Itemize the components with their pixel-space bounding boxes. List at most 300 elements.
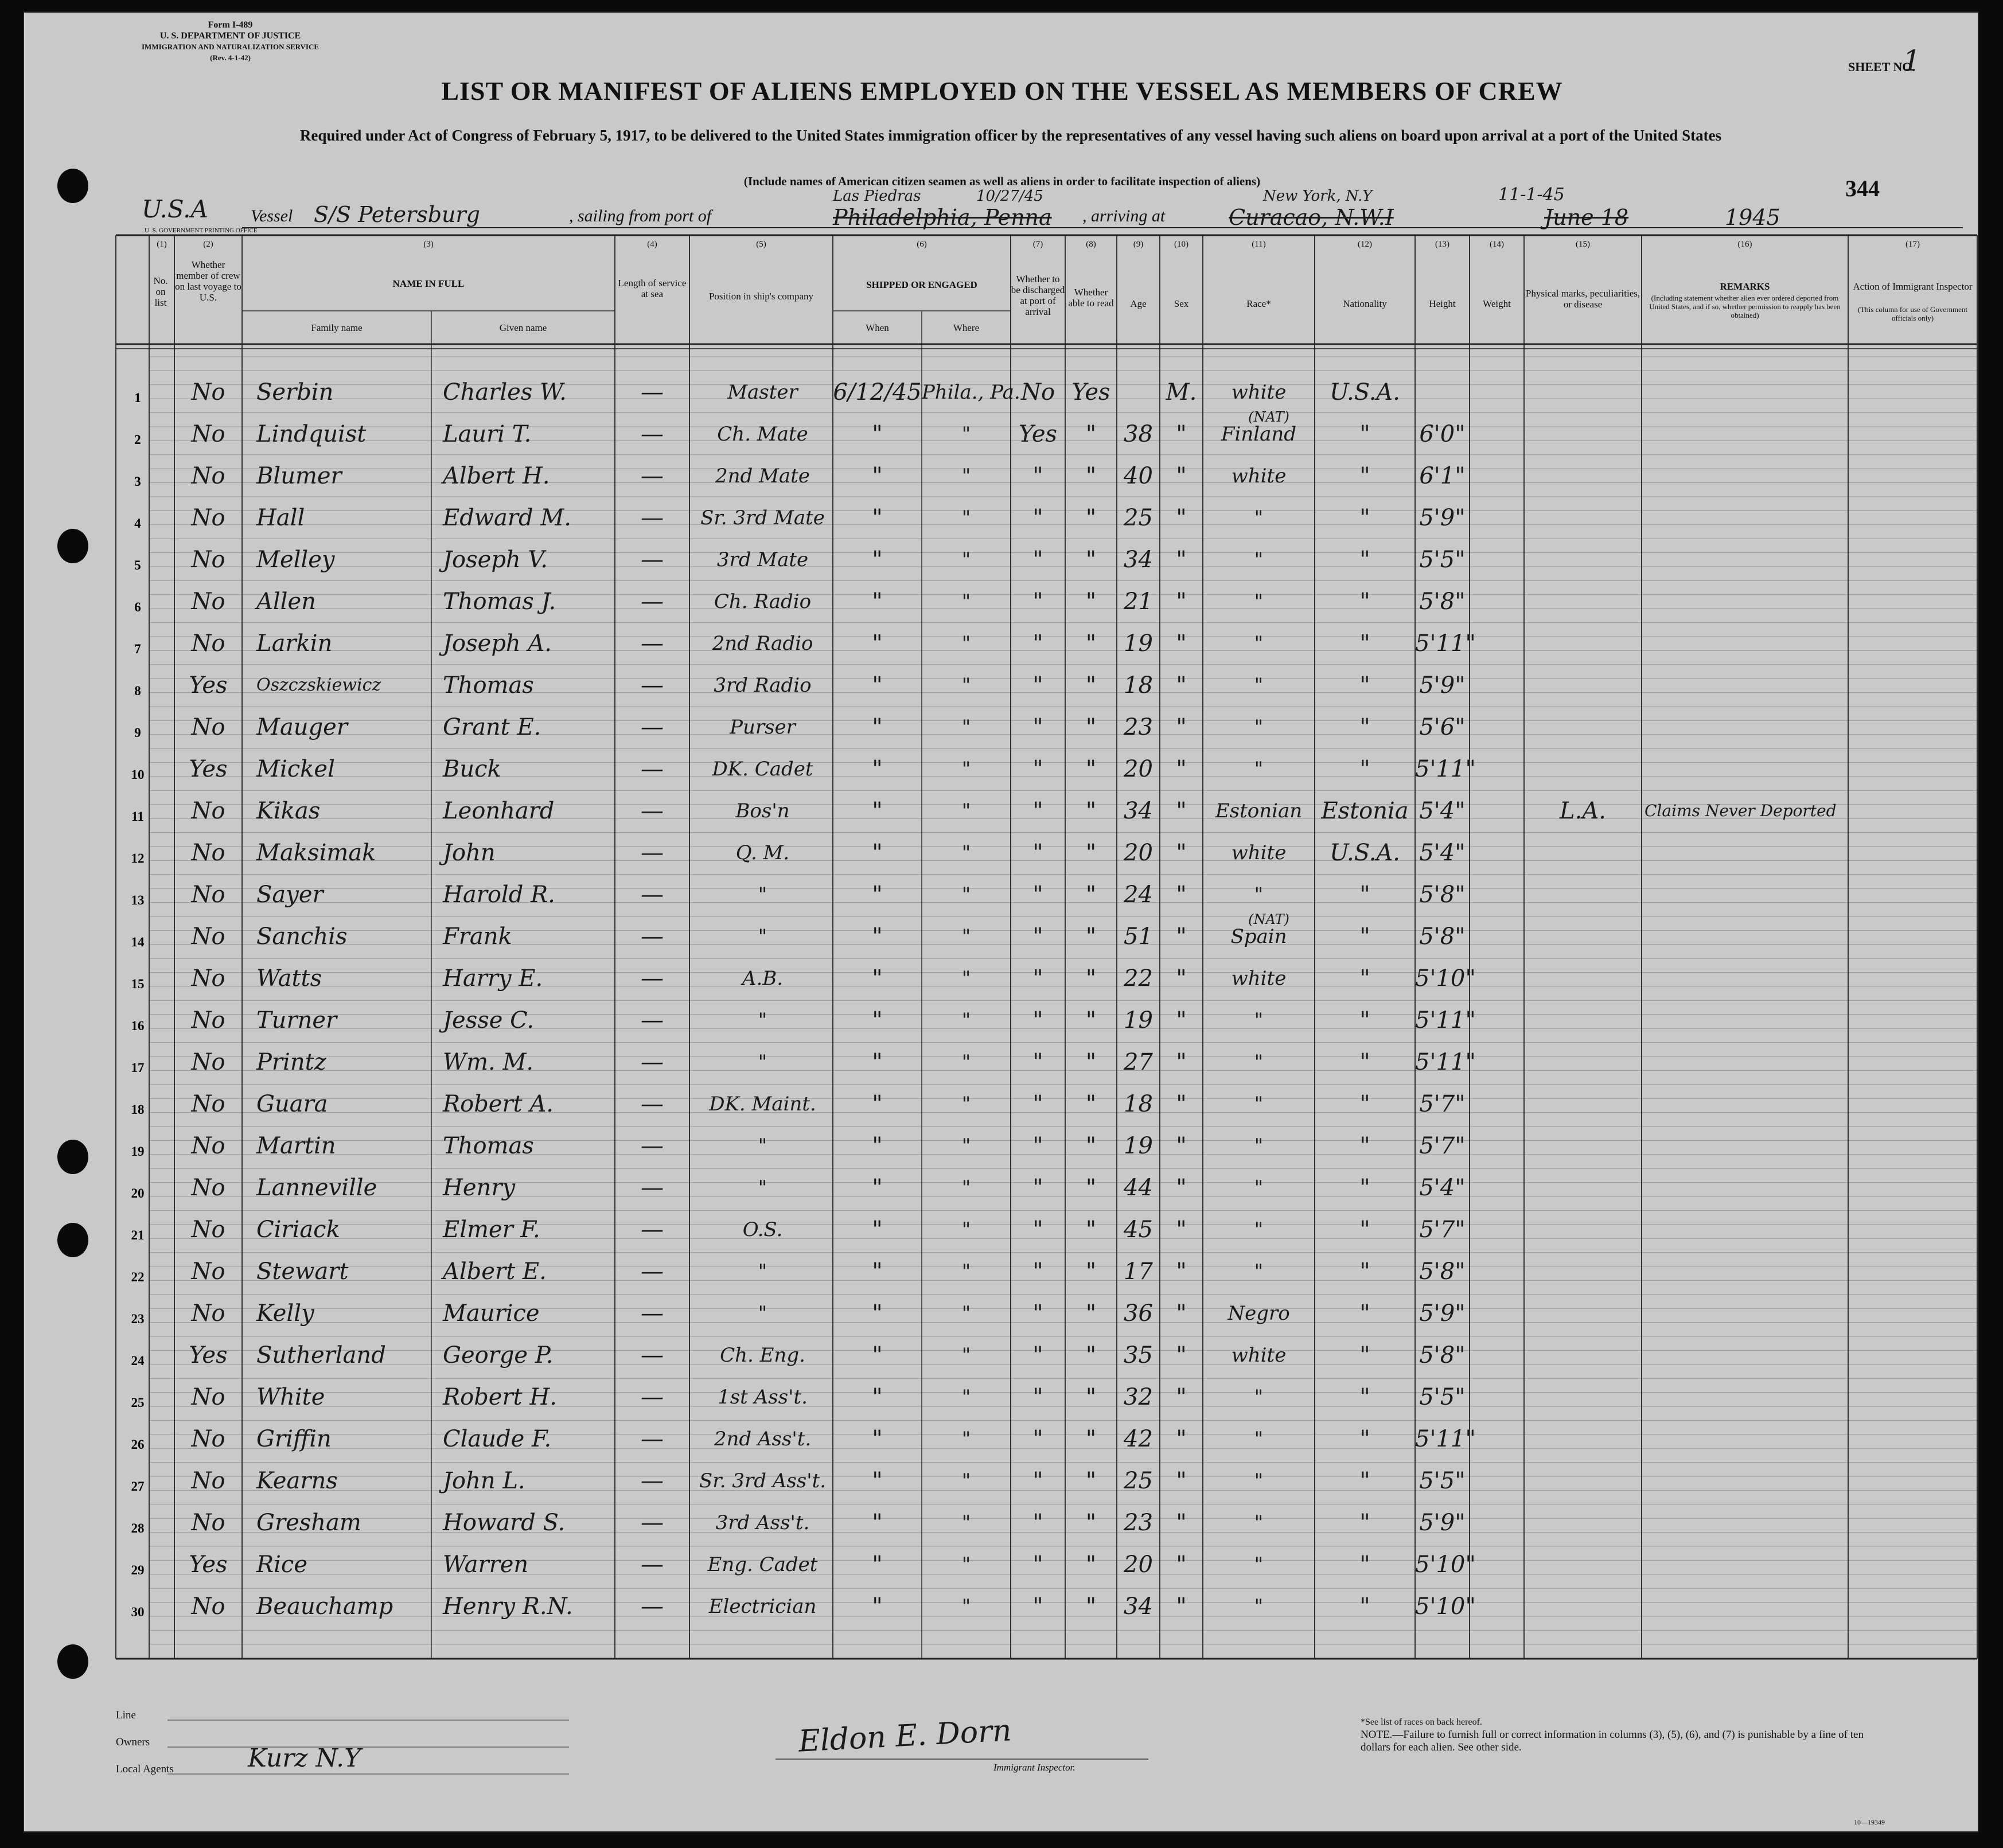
shipped-when-cell: "	[872, 588, 883, 615]
given-name-cell: Warren	[443, 1551, 529, 1578]
last-voyage-cell: Yes	[189, 1551, 228, 1578]
age-cell: 34	[1124, 1593, 1153, 1620]
shipped-when-cell: "	[872, 1593, 883, 1620]
discharged-cell: "	[1032, 882, 1043, 908]
margin-note: U.S.A	[142, 195, 208, 223]
family-name-cell: White	[256, 1384, 325, 1410]
race-cell: "	[1254, 1386, 1264, 1409]
row-number: 16	[131, 1019, 145, 1033]
discharged-cell: "	[1032, 588, 1043, 615]
service-length-cell: —	[641, 840, 664, 866]
header-given-name: Given name	[499, 322, 547, 333]
row-number: 5	[134, 558, 141, 572]
race-cell: "	[1254, 590, 1264, 613]
position-cell: Sr. 3rd Mate	[700, 506, 825, 529]
nationality-cell: "	[1359, 1091, 1370, 1117]
shipped-where-cell: "	[961, 1260, 971, 1283]
race-cell: Finland	[1221, 423, 1297, 446]
able-to-read-cell: "	[1085, 1049, 1097, 1075]
row-number: 22	[131, 1270, 145, 1284]
sex-cell: "	[1176, 714, 1187, 740]
sex-cell: "	[1176, 1258, 1187, 1285]
nationality-cell: "	[1359, 1049, 1370, 1075]
shipped-where-cell: "	[961, 423, 971, 446]
agents-value: Kurz N.Y	[248, 1744, 361, 1773]
discharged-cell: "	[1032, 547, 1043, 573]
sex-cell: "	[1176, 588, 1187, 615]
discharged-cell: "	[1032, 1258, 1043, 1285]
shipped-when-cell: "	[872, 1175, 883, 1201]
family-name-cell: Kelly	[256, 1300, 314, 1327]
height-cell: 5'11"	[1415, 1426, 1476, 1452]
given-name-cell: Leonhard	[443, 798, 555, 824]
last-voyage-cell: No	[191, 965, 225, 992]
sex-cell: "	[1176, 1426, 1187, 1452]
family-name-cell: Watts	[256, 965, 322, 992]
sailing-label: , sailing from port of	[569, 206, 712, 225]
able-to-read-cell: "	[1085, 965, 1097, 992]
position-cell: O.S.	[742, 1218, 783, 1241]
header-no-on-list: No. on list	[153, 275, 168, 308]
able-to-read-cell: "	[1085, 1593, 1097, 1620]
header-name-in-full: NAME IN FULL	[392, 278, 465, 289]
header-weight: Weight	[1483, 298, 1511, 309]
discharged-cell: "	[1032, 1175, 1043, 1201]
given-name-cell: Lauri T.	[443, 421, 532, 447]
position-cell: 1st Ass't.	[718, 1386, 808, 1409]
given-name-cell: Thomas J.	[443, 588, 556, 615]
service-length-cell: —	[641, 463, 664, 489]
able-to-read-cell: "	[1085, 923, 1097, 950]
last-voyage-cell: No	[191, 1049, 225, 1075]
last-voyage-cell: No	[191, 1175, 225, 1201]
row-number: 28	[131, 1521, 145, 1535]
discharged-cell: "	[1032, 1342, 1043, 1369]
able-to-read-cell: "	[1085, 588, 1097, 615]
column-number: (9)	[1133, 240, 1144, 249]
row-number: 19	[131, 1144, 145, 1159]
row-number: 12	[131, 851, 145, 865]
nationality-cell: "	[1359, 1468, 1370, 1494]
header-shipped-engaged: SHIPPED OR ENGAGED	[866, 279, 977, 290]
age-cell: 22	[1124, 965, 1153, 992]
last-voyage-cell: Yes	[189, 672, 228, 699]
shipped-when-cell: "	[872, 923, 883, 950]
position-cell: Ch. Radio	[714, 590, 812, 613]
given-name-cell: George P.	[443, 1342, 554, 1369]
column-number: (11)	[1252, 240, 1266, 249]
age-cell: 19	[1124, 1007, 1153, 1034]
nationality-cell: "	[1359, 1426, 1370, 1452]
service-length-cell: —	[641, 923, 664, 950]
shipped-where-cell: "	[961, 1134, 971, 1157]
header-remarks: REMARKS	[1720, 281, 1770, 292]
family-name-cell: Mauger	[256, 714, 348, 740]
height-cell: 5'5"	[1419, 1468, 1466, 1494]
race-cell: white	[1231, 1344, 1287, 1367]
sex-cell: M.	[1166, 379, 1197, 406]
shipped-where-cell: "	[961, 674, 971, 697]
last-voyage-cell: No	[191, 547, 225, 573]
position-cell: Electrician	[708, 1595, 817, 1618]
nationality-cell: "	[1359, 547, 1370, 573]
column-number: (3)	[423, 240, 434, 249]
given-name-cell: Claude F.	[443, 1426, 552, 1452]
row-number: 6	[134, 600, 141, 614]
given-name-cell: Robert H.	[443, 1384, 557, 1410]
family-name-cell: Turner	[256, 1007, 337, 1034]
row-number: 10	[131, 767, 145, 782]
given-name-cell: John L.	[443, 1468, 525, 1494]
race-cell: "	[1254, 506, 1264, 529]
nationality-cell: Estonia	[1321, 798, 1409, 824]
row-number: 14	[131, 935, 145, 949]
age-cell: 32	[1124, 1384, 1153, 1410]
nationality-cell: "	[1359, 1007, 1370, 1034]
family-name-cell: Sanchis	[256, 923, 348, 950]
vessel-name: S/S Petersburg	[314, 202, 481, 227]
given-name-cell: Henry	[443, 1175, 516, 1201]
row-number: 1	[134, 391, 141, 405]
page-number: 344	[1845, 176, 1880, 201]
height-cell: 5'4"	[1419, 798, 1466, 824]
age-cell: 25	[1124, 505, 1153, 531]
height-cell: 5'5"	[1419, 547, 1466, 573]
given-name-cell: Harold R.	[443, 882, 555, 908]
shipped-when-cell: "	[872, 1049, 883, 1075]
race-cell: "	[1254, 758, 1264, 781]
height-cell: 5'4"	[1419, 1175, 1466, 1201]
footer-notes	[1361, 1716, 1877, 1754]
owners-label: Owners	[116, 1736, 150, 1748]
service-length-cell: —	[641, 1384, 664, 1410]
age-cell: 19	[1124, 630, 1153, 657]
last-voyage-cell: No	[191, 630, 225, 657]
vessel-label: Vessel	[251, 206, 293, 225]
discharged-cell: "	[1032, 1384, 1043, 1410]
height-cell: 5'8"	[1419, 1342, 1466, 1369]
column-number: (7)	[1032, 240, 1043, 249]
discharged-cell: "	[1032, 1426, 1043, 1452]
nationality-cell: U.S.A.	[1329, 840, 1401, 866]
service-length-cell: —	[641, 1468, 664, 1494]
service-length-cell: —	[641, 547, 664, 573]
column-number: (4)	[647, 240, 657, 249]
nationality-cell: "	[1359, 882, 1370, 908]
age-cell: 18	[1124, 672, 1153, 699]
age-cell: 20	[1124, 1551, 1153, 1578]
sex-cell: "	[1176, 840, 1187, 866]
nationality-cell: "	[1359, 1175, 1370, 1201]
position-cell: Sr. 3rd Ass't.	[699, 1469, 827, 1492]
service-length-cell: —	[641, 505, 664, 531]
family-name-cell: Rice	[256, 1551, 307, 1578]
height-cell: 5'11"	[1415, 630, 1476, 657]
able-to-read-cell: "	[1085, 1300, 1097, 1327]
nationality-cell: U.S.A.	[1329, 379, 1401, 406]
form-number: Form I-489	[208, 20, 253, 30]
height-cell: 5'7"	[1419, 1133, 1466, 1159]
sex-cell: "	[1176, 1007, 1187, 1034]
race-cell: "	[1254, 1134, 1264, 1157]
last-voyage-cell: No	[191, 923, 225, 950]
able-to-read-cell: "	[1085, 1217, 1097, 1243]
height-cell: 5'7"	[1419, 1217, 1466, 1243]
age-cell: 40	[1124, 463, 1153, 489]
family-name-cell: Martin	[256, 1133, 336, 1159]
race-cell: white	[1231, 381, 1287, 404]
nationality-cell: "	[1359, 588, 1370, 615]
family-name-cell: Lanneville	[256, 1175, 377, 1201]
service-length-cell: —	[641, 714, 664, 740]
given-name-cell: Thomas	[443, 672, 534, 699]
shipped-when-cell: "	[872, 1468, 883, 1494]
height-cell: 5'10"	[1415, 1593, 1476, 1620]
service-length-cell: —	[641, 1175, 664, 1201]
position-cell: "	[758, 1134, 767, 1157]
given-name-cell: Joseph V.	[443, 547, 548, 573]
race-cell: white	[1231, 841, 1287, 864]
given-name-cell: Jesse C.	[443, 1007, 535, 1034]
arrival-date: June 18	[1544, 205, 1629, 230]
race-cell: white	[1231, 967, 1287, 990]
row-number: 9	[134, 726, 141, 740]
able-to-read-cell: "	[1085, 1175, 1097, 1201]
last-voyage-cell: No	[191, 1593, 225, 1620]
given-name-cell: Harry E.	[443, 965, 543, 992]
last-voyage-cell: No	[191, 379, 225, 406]
race-cell: "	[1254, 1553, 1264, 1576]
shipped-where-cell: Phila., Pa.	[922, 381, 1020, 404]
position-cell: Master	[727, 381, 798, 404]
family-name-cell: Melley	[256, 547, 335, 573]
sex-cell: "	[1176, 1217, 1187, 1243]
family-name-cell: Larkin	[256, 630, 333, 657]
shipped-when-cell: "	[872, 672, 883, 699]
header-when: When	[866, 322, 889, 333]
shipped-where-cell: "	[961, 465, 971, 488]
column-number: (2)	[203, 240, 213, 249]
height-cell: 5'8"	[1419, 1258, 1466, 1285]
row-number: 17	[131, 1061, 145, 1075]
header-physical-marks: Physical marks, peculiarities, or disease	[1525, 288, 1640, 310]
able-to-read-cell: "	[1085, 1384, 1097, 1410]
column-number: (1)	[157, 240, 167, 249]
sex-cell: "	[1176, 630, 1187, 657]
shipped-when-cell: "	[872, 1342, 883, 1369]
arrival-date-correction: 11-1-45	[1498, 185, 1565, 205]
service-length-cell: —	[641, 965, 664, 992]
given-name-cell: Charles W.	[443, 379, 567, 406]
race-cell: "	[1254, 1469, 1264, 1492]
header-discharged: Whether to be discharged at port of arrival	[1011, 274, 1065, 317]
last-voyage-cell: No	[191, 1510, 225, 1536]
last-voyage-cell: No	[191, 1217, 225, 1243]
last-voyage-cell: No	[191, 1091, 225, 1117]
last-voyage-cell: No	[191, 1384, 225, 1410]
shipped-when-cell: "	[872, 505, 883, 531]
header-position: Position in ship's company	[708, 291, 814, 302]
page-title: LIST OR MANIFEST OF ALIENS EMPLOYED ON THE VESSEL AS MEMBERS OF CREW	[441, 76, 1563, 106]
age-cell: 20	[1124, 756, 1153, 782]
shipped-where-cell: "	[961, 716, 971, 739]
race-cell: "	[1254, 1009, 1264, 1032]
page-subtitle: Required under Act of Congress of February 5, 1917, to be delivered to the United States immigration officer by the representatives of any vessel having such aliens on board upon arrival at a port of the United States	[299, 127, 1722, 144]
shipped-where-cell: "	[961, 1511, 971, 1534]
given-name-cell: Frank	[443, 923, 512, 950]
height-cell: 5'11"	[1415, 1007, 1476, 1034]
position-cell: "	[758, 1051, 767, 1074]
race-cell: Estonian	[1215, 800, 1303, 822]
position-cell: Ch. Eng.	[720, 1344, 805, 1367]
row-number: 26	[131, 1437, 145, 1452]
able-to-read-cell: "	[1085, 1258, 1097, 1285]
last-voyage-cell: No	[191, 798, 225, 824]
discharged-cell: "	[1032, 714, 1043, 740]
age-cell: 34	[1124, 798, 1153, 824]
header-length-of-service: Length of service at sea	[618, 278, 687, 299]
service-length-cell: —	[641, 1091, 664, 1117]
family-name-cell: Hall	[256, 505, 305, 531]
able-to-read-cell: "	[1085, 798, 1097, 824]
position-cell: Ch. Mate	[717, 423, 808, 446]
last-voyage-cell: No	[191, 840, 225, 866]
shipped-when-cell: "	[872, 840, 883, 866]
service-length-cell: —	[641, 1007, 664, 1034]
able-to-read-cell: "	[1085, 505, 1097, 531]
family-name-cell: Stewart	[256, 1258, 349, 1285]
shipped-where-cell: "	[961, 632, 971, 655]
department-name: U. S. DEPARTMENT OF JUSTICE	[159, 31, 301, 41]
shipped-when-cell: "	[872, 1258, 883, 1285]
sex-cell: "	[1176, 1175, 1187, 1201]
race-cell: Spain	[1230, 925, 1287, 948]
height-cell: 5'5"	[1419, 1384, 1466, 1410]
sex-cell: "	[1176, 421, 1187, 447]
row-number: 18	[131, 1102, 145, 1117]
service-length-cell: —	[641, 1258, 664, 1285]
able-to-read-cell: "	[1085, 1007, 1097, 1034]
row-number: 23	[131, 1312, 145, 1326]
sex-cell: "	[1176, 756, 1187, 782]
family-name-cell: Maksimak	[256, 840, 376, 866]
given-name-cell: Elmer F.	[443, 1217, 540, 1243]
form-code: 10—19349	[1854, 1818, 1885, 1826]
height-cell: 5'8"	[1419, 923, 1466, 950]
service-length-cell: —	[641, 1217, 664, 1243]
position-cell: 3rd Ass't.	[715, 1511, 810, 1534]
able-to-read-cell: "	[1085, 756, 1097, 782]
column-number: (12)	[1358, 240, 1372, 249]
age-cell: 20	[1124, 840, 1153, 866]
last-voyage-cell: No	[191, 1300, 225, 1327]
height-cell: 5'9"	[1419, 1510, 1466, 1536]
age-cell: 25	[1124, 1468, 1153, 1494]
family-name-cell: Lindquist	[256, 421, 367, 447]
family-name-cell: Printz	[256, 1049, 326, 1075]
age-cell: 18	[1124, 1091, 1153, 1117]
service-length-cell: —	[641, 630, 664, 657]
sex-cell: "	[1176, 672, 1187, 699]
last-voyage-cell: No	[191, 421, 225, 447]
service-length-cell: —	[641, 672, 664, 699]
family-name-cell: Blumer	[256, 463, 342, 489]
sex-cell: "	[1176, 463, 1187, 489]
family-name-cell: Mickel	[256, 756, 335, 782]
shipped-when-cell: "	[872, 965, 883, 992]
nationality-cell: "	[1359, 1342, 1370, 1369]
service-length-cell: —	[641, 1426, 664, 1452]
age-cell: 19	[1124, 1133, 1153, 1159]
row-number: 15	[131, 977, 145, 991]
sex-cell: "	[1176, 798, 1187, 824]
height-cell: 5'10"	[1415, 1551, 1476, 1578]
given-name-cell: Thomas	[443, 1133, 534, 1159]
discharged-cell: "	[1032, 965, 1043, 992]
shipped-when-cell: "	[872, 1217, 883, 1243]
discharged-cell: "	[1032, 1510, 1043, 1536]
shipped-when-cell: "	[872, 1426, 883, 1452]
row-number: 25	[131, 1395, 145, 1410]
nationality-cell: "	[1359, 965, 1370, 992]
position-cell: Eng. Cadet	[707, 1553, 818, 1576]
shipped-when-cell: "	[872, 714, 883, 740]
sex-cell: "	[1176, 1593, 1187, 1620]
position-cell: Q. M.	[735, 841, 790, 864]
able-to-read-cell: "	[1085, 672, 1097, 699]
race-cell: "	[1254, 1260, 1264, 1283]
position-cell: 2nd Radio	[712, 632, 813, 655]
row-number: 8	[134, 684, 141, 698]
age-cell: 23	[1124, 1510, 1153, 1536]
last-voyage-cell: No	[191, 463, 225, 489]
row-number: 21	[131, 1228, 145, 1242]
discharged-cell: No	[1020, 379, 1055, 406]
shipped-where-cell: "	[961, 1595, 971, 1618]
shipped-where-cell: "	[961, 1051, 971, 1074]
family-name-cell: Griffin	[256, 1426, 332, 1452]
able-to-read-cell: "	[1085, 547, 1097, 573]
service-length-cell: —	[641, 882, 664, 908]
race-cell: "	[1254, 883, 1264, 906]
shipped-when-cell: "	[872, 1300, 883, 1327]
agents-label: Local Agents	[116, 1763, 174, 1775]
line-label: Line	[116, 1709, 136, 1721]
sex-cell: "	[1176, 1091, 1187, 1117]
position-cell: "	[758, 1009, 767, 1032]
form-identifier	[142, 20, 319, 63]
sex-cell: "	[1176, 1384, 1187, 1410]
header-race: Race*	[1246, 298, 1271, 309]
height-cell: 5'9"	[1419, 672, 1466, 699]
age-cell: 51	[1124, 923, 1153, 950]
sailing-port: Philadelphia, Penna	[833, 205, 1052, 230]
shipped-where-cell: "	[961, 800, 971, 822]
nationality-cell: "	[1359, 630, 1370, 657]
header-remarks-note: (Including statement whether alien ever ordered deported from United States, and if so, whether permission to reapply has been obtained)	[1649, 294, 1841, 319]
race-cell: "	[1254, 1176, 1264, 1199]
race-cell: "	[1254, 1595, 1264, 1618]
header-inspector-note: (This column for use of Government officials only)	[1858, 305, 1967, 322]
header-family-name: Family name	[311, 322, 363, 333]
position-cell: Purser	[730, 716, 796, 739]
service-length-cell: —	[641, 1133, 664, 1159]
race-cell: "	[1254, 632, 1264, 655]
position-cell: 3rd Mate	[716, 548, 809, 571]
sailing-port-correction: Las Piedras	[833, 188, 921, 205]
family-name-cell: Serbin	[256, 379, 334, 406]
column-number: (6)	[917, 240, 927, 249]
